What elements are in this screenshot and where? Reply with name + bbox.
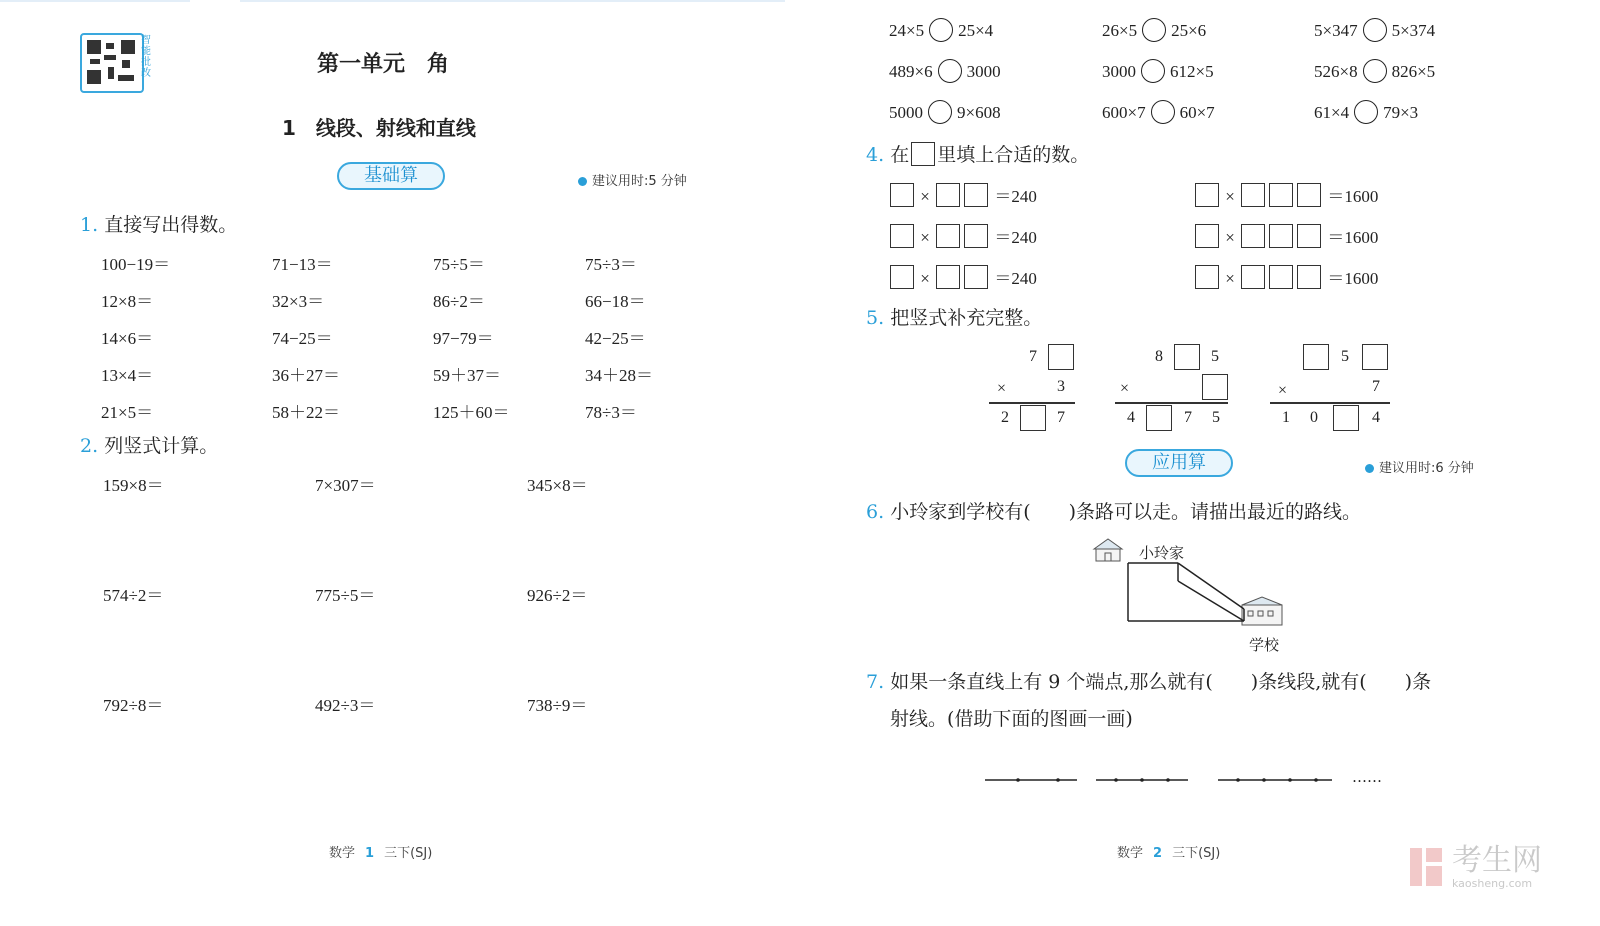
- page-number: 2: [1153, 846, 1163, 861]
- exercise-item: 74−25＝: [272, 329, 333, 348]
- fill-equation-left: [888, 264, 1037, 289]
- answer-box[interactable]: [936, 183, 960, 207]
- compare-item: [1314, 18, 1435, 42]
- answer-box[interactable]: [1241, 224, 1265, 248]
- digit: 1: [1282, 409, 1290, 426]
- equation-result: ＝240: [994, 187, 1037, 206]
- compare-right: 9×608: [957, 103, 1001, 122]
- footer-grade: 三下(SJ): [1172, 846, 1221, 861]
- exercise-item: 738÷9＝: [527, 696, 588, 715]
- question-6: [866, 497, 1361, 524]
- question-2: [80, 431, 218, 458]
- exercise-item: 34＋28＝: [585, 366, 653, 385]
- footer-subject: 数学: [1117, 846, 1144, 861]
- question-text-pre: 在: [890, 144, 910, 166]
- compare-left: 5×347: [1314, 21, 1358, 40]
- compare-left: 24×5: [889, 21, 925, 40]
- answer-box: [911, 142, 935, 166]
- house-icon: [1094, 539, 1122, 561]
- exercise-item: 12×8＝: [101, 292, 154, 311]
- times-sign: ×: [1225, 269, 1235, 288]
- qr-label: 智能批改: [141, 35, 151, 79]
- compare-item: [1314, 100, 1418, 124]
- compare-left: 489×6: [889, 62, 933, 81]
- digit: 5: [1212, 409, 1220, 426]
- segment-figure-3: [1214, 770, 1339, 790]
- answer-box[interactable]: [1333, 405, 1359, 431]
- compare-item: [1102, 59, 1214, 83]
- compare-right: 60×7: [1179, 103, 1215, 122]
- exercise-item: 574÷2＝: [103, 586, 164, 605]
- digit: 4: [1372, 409, 1380, 426]
- answer-box[interactable]: [1269, 183, 1293, 207]
- page-footer: [329, 842, 432, 861]
- compare-circle[interactable]: [928, 100, 952, 124]
- answer-box[interactable]: [964, 265, 988, 289]
- answer-box[interactable]: [1362, 344, 1388, 370]
- answer-box[interactable]: [1241, 265, 1265, 289]
- digit: 7: [1057, 409, 1065, 426]
- compare-item: [889, 18, 993, 42]
- exercise-item: 7×307＝: [315, 476, 376, 495]
- fill-equation-left: [888, 223, 1037, 248]
- exercise-item: 75÷5＝: [433, 255, 485, 274]
- exercise-item: 100−19＝: [101, 255, 171, 274]
- exercise-item: 86÷2＝: [433, 292, 485, 311]
- times-sign: ×: [1225, 187, 1235, 206]
- compare-circle[interactable]: [1142, 18, 1166, 42]
- top-rule: [240, 0, 785, 2]
- qr-code-icon[interactable]: [80, 33, 144, 93]
- equation-result: ＝1600: [1327, 269, 1379, 288]
- exercise-item: 21×5＝: [101, 403, 154, 422]
- digit: 2: [1001, 409, 1009, 426]
- calc-rule: [1115, 402, 1228, 404]
- time-hint: [1365, 457, 1474, 476]
- answer-box[interactable]: [890, 224, 914, 248]
- compare-left: 5000: [889, 103, 923, 122]
- compare-circle[interactable]: [1354, 100, 1378, 124]
- compare-left: 61×4: [1314, 103, 1350, 122]
- times-sign: ×: [920, 269, 930, 288]
- compare-right: 826×5: [1391, 62, 1436, 81]
- question-number: 5.: [866, 307, 885, 329]
- compare-right: 25×6: [1171, 21, 1207, 40]
- compare-right: 612×5: [1170, 62, 1214, 81]
- answer-box[interactable]: [1269, 265, 1293, 289]
- time-hint-text: 建议用时:6 分钟: [1379, 461, 1474, 476]
- compare-circle[interactable]: [1141, 59, 1165, 83]
- compare-circle[interactable]: [1363, 18, 1387, 42]
- answer-box[interactable]: [1202, 374, 1228, 400]
- ellipsis: ……: [1352, 768, 1382, 786]
- question-text-post: 里填上合适的数。: [937, 144, 1090, 166]
- fill-equation-right: [1193, 182, 1378, 207]
- answer-box[interactable]: [1048, 344, 1074, 370]
- question-number: 7.: [866, 671, 885, 693]
- time-hint: [578, 170, 687, 189]
- lesson-title: 1 线段、射线和直线: [282, 116, 476, 140]
- compare-item: [889, 59, 1001, 83]
- answer-box[interactable]: [964, 224, 988, 248]
- exercise-item: 58＋22＝: [272, 403, 340, 422]
- top-rule: [0, 0, 190, 2]
- section-tag: 应用算: [1125, 449, 1233, 477]
- answer-box[interactable]: [1297, 265, 1321, 289]
- question-text: 直接写出得数。: [104, 214, 238, 236]
- question-text: 列竖式计算。: [104, 435, 219, 457]
- watermark-url: kaosheng.com: [1452, 876, 1533, 890]
- compare-item: [1102, 100, 1215, 124]
- page-number: 1: [365, 846, 375, 861]
- exercise-item: 792÷8＝: [103, 696, 164, 715]
- exercise-item: 97−79＝: [433, 329, 494, 348]
- compare-circle[interactable]: [1151, 100, 1175, 124]
- times-sign: ×: [1225, 228, 1235, 247]
- equation-result: ＝1600: [1327, 187, 1379, 206]
- answer-box[interactable]: [1195, 183, 1219, 207]
- exercise-item: 13×4＝: [101, 366, 154, 385]
- answer-box[interactable]: [1297, 183, 1321, 207]
- question-number: 1.: [80, 214, 99, 236]
- exercise-item: 775÷5＝: [315, 586, 376, 605]
- exercise-item: 59＋37＝: [433, 366, 501, 385]
- answer-box[interactable]: [1146, 405, 1172, 431]
- clock-icon: [578, 177, 587, 186]
- time-hint-text: 建议用时:5 分钟: [592, 174, 687, 189]
- times-sign: ×: [997, 380, 1007, 397]
- answer-box[interactable]: [936, 265, 960, 289]
- exercise-item: 492÷3＝: [315, 696, 376, 715]
- route-lines: [1128, 563, 1244, 621]
- question-text: 小玲家到学校有( )条路可以走。请描出最近的路线。: [890, 501, 1362, 523]
- exercise-item: 75÷3＝: [585, 255, 637, 274]
- exercise-item: 42−25＝: [585, 329, 646, 348]
- answer-box[interactable]: [1303, 344, 1329, 370]
- home-label: 小玲家: [1139, 544, 1185, 562]
- calc-rule: [1270, 402, 1390, 404]
- question-5: [866, 303, 1042, 330]
- times-sign: ×: [1120, 380, 1130, 397]
- times-sign: ×: [920, 187, 930, 206]
- segment-figure-2: [1092, 770, 1202, 790]
- left-page: [0, 0, 790, 926]
- answer-box[interactable]: [890, 265, 914, 289]
- answer-box[interactable]: [1269, 224, 1293, 248]
- times-sign: ×: [1278, 382, 1288, 399]
- right-page: [800, 0, 1600, 926]
- answer-box[interactable]: [1174, 344, 1200, 370]
- answer-box[interactable]: [1297, 224, 1321, 248]
- footer-grade: 三下(SJ): [384, 846, 433, 861]
- exercise-item: 125＋60＝: [433, 403, 510, 422]
- digit: 5: [1211, 348, 1219, 365]
- compare-item: [1102, 18, 1206, 42]
- watermark: [1408, 844, 1542, 890]
- exercise-item: 159×8＝: [103, 476, 164, 495]
- watermark-text: 考生网: [1452, 842, 1542, 878]
- equation-result: ＝240: [994, 269, 1037, 288]
- compare-right: 79×3: [1383, 103, 1419, 122]
- digit: 7: [1372, 378, 1380, 395]
- question-text: 如果一条直线上有 9 个端点,那么就有( )条线段,就有( )条: [890, 671, 1432, 693]
- compare-left: 26×5: [1102, 21, 1138, 40]
- question-7: [866, 667, 1431, 694]
- exercise-item: 926÷2＝: [527, 586, 588, 605]
- school-icon: [1242, 597, 1282, 625]
- digit: 3: [1057, 378, 1065, 395]
- times-sign: ×: [920, 228, 930, 247]
- exercise-item: 78÷3＝: [585, 403, 637, 422]
- calc-rule: [989, 402, 1075, 404]
- unit-title: 第一单元 角: [317, 52, 450, 77]
- compare-circle[interactable]: [1363, 59, 1387, 83]
- equation-result: ＝1600: [1327, 228, 1379, 247]
- answer-box[interactable]: [1195, 265, 1219, 289]
- exercise-item: 66−18＝: [585, 292, 646, 311]
- exercise-item: 71−13＝: [272, 255, 333, 274]
- footer-subject: 数学: [329, 846, 356, 861]
- answer-box[interactable]: [1020, 405, 1046, 431]
- clock-icon: [1365, 464, 1374, 473]
- answer-box[interactable]: [1241, 183, 1265, 207]
- question-number: 2.: [80, 435, 99, 457]
- question-4: [866, 140, 1089, 167]
- digit: 8: [1155, 348, 1163, 365]
- compare-circle[interactable]: [929, 18, 953, 42]
- exercise-item: 32×3＝: [272, 292, 325, 311]
- equation-result: ＝240: [994, 228, 1037, 247]
- question-7-line2: 射线。(借助下面的图画一画): [890, 708, 1133, 730]
- page-footer: [1117, 842, 1220, 861]
- digit: 4: [1127, 409, 1135, 426]
- compare-left: 526×8: [1314, 62, 1358, 81]
- answer-box[interactable]: [936, 224, 960, 248]
- school-label: 学校: [1249, 636, 1280, 654]
- exercise-item: 345×8＝: [527, 476, 588, 495]
- compare-right: 25×4: [958, 21, 994, 40]
- question-number: 4.: [866, 144, 885, 166]
- watermark-logo-icon: [1408, 844, 1446, 890]
- exercise-item: 14×6＝: [101, 329, 154, 348]
- section-tag: 基础算: [337, 162, 445, 190]
- answer-box[interactable]: [1195, 224, 1219, 248]
- digit: 5: [1341, 348, 1349, 365]
- compare-right: 3000: [966, 62, 1001, 81]
- question-number: 6.: [866, 501, 885, 523]
- compare-left: 3000: [1102, 62, 1136, 81]
- compare-item: [1314, 59, 1435, 83]
- answer-box[interactable]: [890, 183, 914, 207]
- compare-circle[interactable]: [938, 59, 962, 83]
- compare-item: [889, 100, 1001, 124]
- question-1: [80, 210, 237, 237]
- compare-left: 600×7: [1102, 103, 1146, 122]
- question-text: 把竖式补充完整。: [890, 307, 1043, 329]
- digit: 0: [1310, 409, 1318, 426]
- fill-equation-right: [1193, 223, 1378, 248]
- digit: 7: [1029, 348, 1037, 365]
- fill-equation-right: [1193, 264, 1378, 289]
- exercise-item: 36＋27＝: [272, 366, 340, 385]
- digit: 7: [1184, 409, 1192, 426]
- fill-equation-left: [888, 182, 1037, 207]
- compare-right: 5×374: [1391, 21, 1436, 40]
- answer-box[interactable]: [964, 183, 988, 207]
